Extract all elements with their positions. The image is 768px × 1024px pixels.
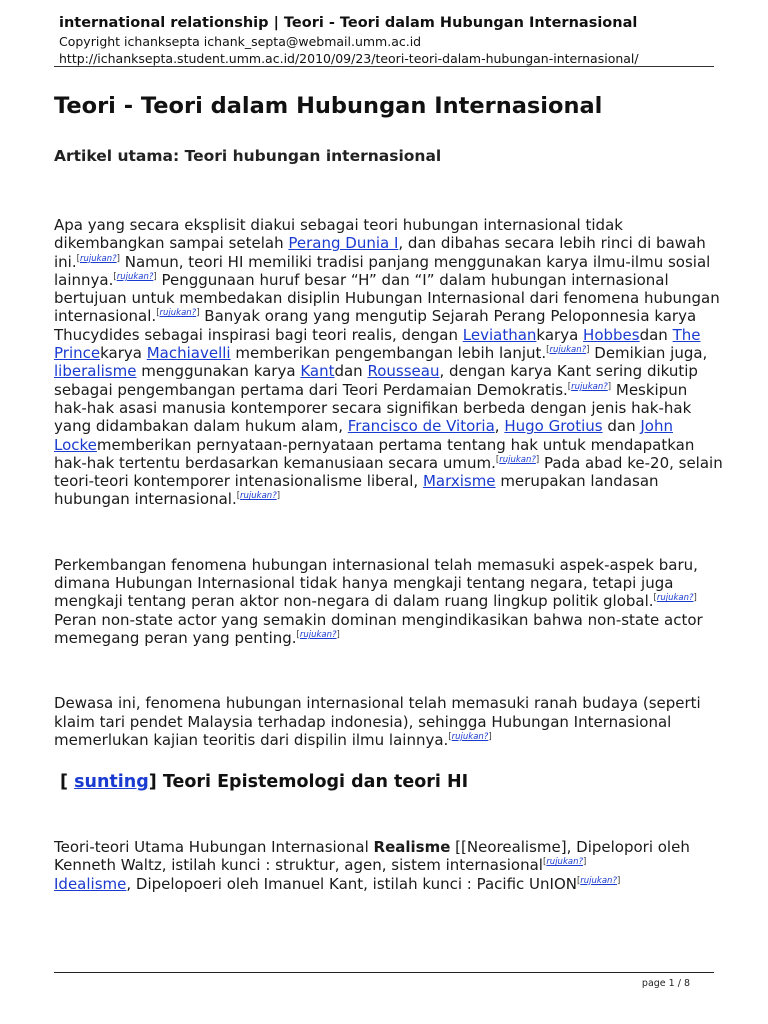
link-hobbes[interactable]: Hobbes bbox=[583, 325, 640, 344]
citation-needed[interactable]: [rujukan?] bbox=[495, 454, 540, 465]
link-perang-dunia-i[interactable]: Perang Dunia I bbox=[288, 234, 399, 253]
edit-section-link[interactable]: sunting bbox=[74, 772, 149, 793]
citation-needed[interactable]: [rujukan?] bbox=[236, 491, 281, 502]
page-header bbox=[59, 14, 739, 67]
link-hugo-grotius[interactable]: Hugo Grotius bbox=[504, 417, 603, 436]
citation-needed[interactable]: [rujukan?] bbox=[448, 731, 492, 742]
header-title: international relationship | Teori - Teori dalam Hubungan Internasional bbox=[59, 15, 638, 31]
article-title: Teori - Teori dalam Hubungan Internasional bbox=[54, 93, 603, 119]
link-liberalisme[interactable]: liberalisme bbox=[54, 362, 137, 381]
page-number: page 1 / 8 bbox=[641, 978, 690, 989]
citation-needed[interactable]: [rujukan?] bbox=[542, 857, 587, 868]
link-leviathan[interactable]: Leviathan bbox=[462, 325, 537, 344]
link-marxisme[interactable]: Marxisme bbox=[422, 472, 496, 491]
paragraph-intro: Apa yang secara eksplisit diakui sebagai teori hubungan internasional tidak dikembangkan sampai setelah Perang Dunia I, dan dibahas secara lebih rinci di bawah ini.[rujukan?] Namun, teori HI memiliki tradisi panjang menggunakan karya ilmu-ilmu sosial lainnya.[rujukan?] Penggunaan huruf besar “H” dan “I” dalam hubungan internasional bertujuan untuk membedakan disiplin Hubungan Internasional dari fenomena hubungan internasional.[rujukan?] Banyak orang yang mengutip Sejarah Perang Peloponnesia karya Thucydides sebagai inspirasi bagi teori realis, dengan Leviathankarya Hobbesdan The Princekarya Machiavelli memberikan pengembangan lebih lanjut.[rujukan?] Demikian juga, liberalisme menggunakan karya Kantdan Rousseau, dengan karya Kant sering dikutip sebagai pengembangan pertama dari Teori Perdamaian Demokratis.[rujukan?] Meskipun hak-hak asasi manusia kontemporer secara signifikan berbeda dengan jenis hak-hak yang didambakan dalam hukum alam, Francisco de Vitoria, Hugo Grotius dan John Lockememberikan pernyataan-pernyataan pertama tentang hak untuk mendapatkan hak-hak tertentu berdasarkan kemanusiaan secara umum.[rujukan?] Pada abad ke-20, selain teori-teori kontemporer intenasionalisme liberal, Marxisme merupakan landasan hubungan internasional.[rujukan?] bbox=[54, 216, 723, 509]
link-machiavelli[interactable]: Machiavelli bbox=[146, 344, 231, 363]
footer-divider bbox=[54, 972, 714, 973]
paragraph-culture: Dewasa ini, fenomena hubungan internasional telah memasuki ranah budaya (seperti klaim tari pendet Malaysia terhadap indonesia), sehingga Hubungan Internasional memerlukan kajian teoritis dari dispilin ilmu lainnya.[rujukan?] bbox=[54, 694, 701, 749]
citation-needed[interactable]: [rujukan?] bbox=[546, 345, 590, 356]
section-heading: [ sunting] Teori Epistemologi dan teori HI bbox=[60, 772, 469, 793]
paragraph-main-theories: Teori-teori Utama Hubungan Internasional Realisme [[Neorealisme], Dipelopori oleh Kenneth Waltz, istilah kunci : struktur, agen, sistem internasional[rujukan?] Idealisme, Dipelopoeri oleh Imanuel Kant, istilah kunci : Pacific UnION[rujukan?] bbox=[54, 838, 690, 893]
link-francisco-de-vitoria[interactable]: Francisco de Vitoria bbox=[347, 417, 495, 436]
citation-needed[interactable]: [rujukan?] bbox=[653, 593, 697, 604]
header-divider bbox=[54, 66, 714, 67]
link-the-prince[interactable]: The Prince bbox=[54, 325, 701, 363]
citation-needed[interactable]: [rujukan?] bbox=[113, 271, 157, 282]
link-rousseau[interactable]: Rousseau bbox=[367, 362, 440, 381]
paragraph-development: Perkembangan fenomena hubungan internasional telah memasuki aspek-aspek baru, dimana Hubungan Internasional tidak hanya mengkaji tentang negara, tetapi juga mengkaji tentang peran aktor non-negara di dalam ruang lingkup politik global.[rujukan?] Peran non-state actor yang semakin dominan mengindikasikan bahwa non-state actor memegang peran yang penting.[rujukan?] bbox=[54, 555, 703, 647]
citation-needed[interactable]: [rujukan?] bbox=[76, 253, 120, 264]
link-kant[interactable]: Kant bbox=[300, 362, 335, 381]
header-url: http://ichanksepta.student.umm.ac.id/2010/09/23/teori-teori-dalam-hubungan-internasional/ bbox=[59, 51, 639, 66]
article-content bbox=[54, 92, 724, 893]
citation-needed[interactable]: [rujukan?] bbox=[156, 308, 200, 319]
link-john-locke[interactable]: John Locke bbox=[54, 417, 673, 454]
header-copyright: Copyright ichanksepta ichank_septa@webmail.umm.ac.id bbox=[59, 34, 422, 49]
citation-needed[interactable]: [rujukan?] bbox=[296, 629, 340, 640]
main-article-note: Artikel utama: Teori hubungan internasional bbox=[54, 147, 442, 165]
citation-needed[interactable]: [rujukan?] bbox=[576, 875, 621, 886]
term-realisme: Realisme bbox=[373, 838, 451, 857]
link-idealisme[interactable]: Idealisme bbox=[54, 874, 127, 893]
citation-needed[interactable]: [rujukan?] bbox=[567, 381, 612, 392]
